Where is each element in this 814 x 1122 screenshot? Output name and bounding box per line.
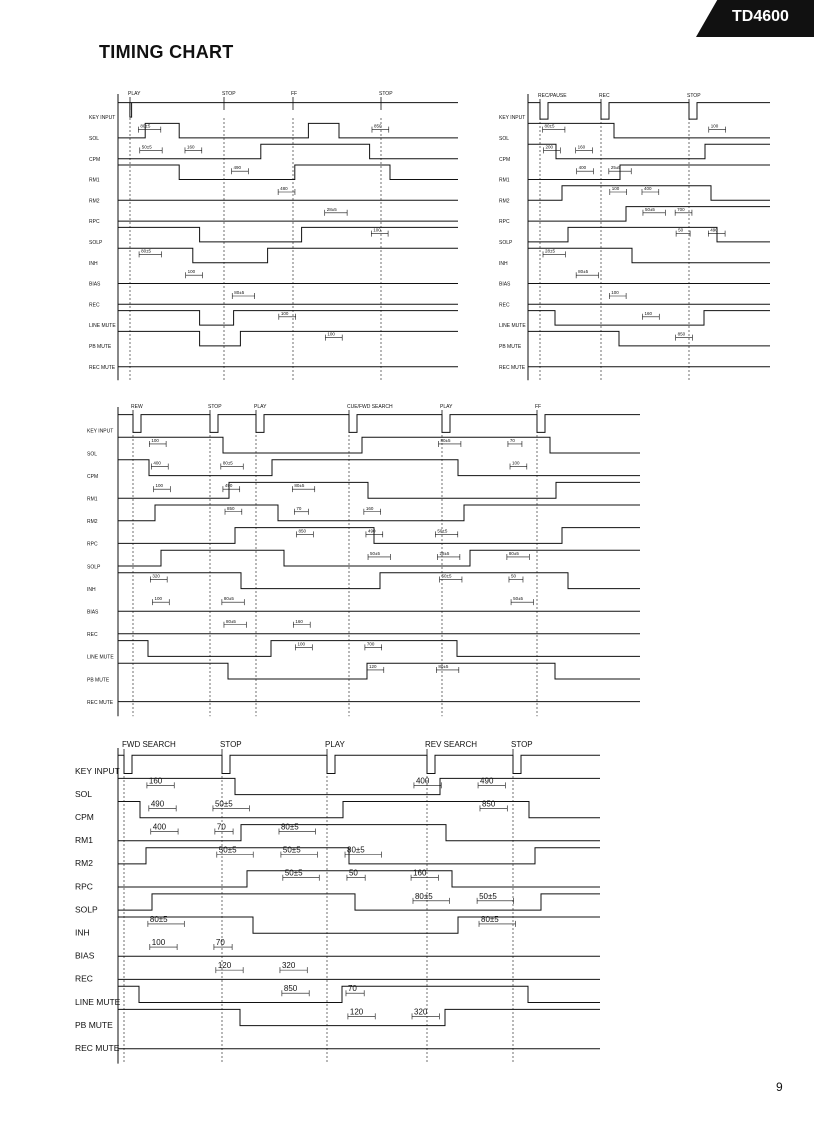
signal-label-pb-mute: PB MUTE	[87, 677, 110, 684]
waveform-inh	[528, 248, 770, 263]
timing-value: 100	[151, 938, 166, 948]
signal-label-sol: SOL	[499, 136, 510, 142]
signal-label-pb-mute: PB MUTE	[499, 344, 522, 350]
timing-value: 80±5	[440, 437, 451, 443]
event-label-stop: STOP	[379, 91, 393, 97]
signal-label-sol: SOL	[89, 136, 100, 142]
event-label-rew: REW	[131, 404, 143, 410]
signal-label-rec-mute: REC MUTE	[89, 364, 116, 371]
waveform-solp	[118, 227, 458, 242]
timing-value: 490	[367, 528, 376, 534]
signal-label-solp: SOLP	[75, 904, 98, 915]
waveform-key-input	[528, 103, 770, 120]
timing-value: 50	[348, 868, 358, 878]
signal-label-sol: SOL	[87, 451, 98, 458]
timing-value: 100	[280, 310, 289, 316]
timing-value: 100	[155, 483, 164, 489]
timing-value: 160	[577, 144, 586, 150]
timing-value: 80±5	[578, 269, 589, 275]
timing-value: 80±5	[414, 891, 433, 901]
timing-value: 28±5	[326, 206, 337, 212]
waveform-cpm	[118, 460, 640, 476]
signal-label-rpc: RPC	[75, 881, 93, 892]
timing-value: 160	[295, 618, 303, 624]
event-label-ff: FF	[291, 91, 298, 97]
timing-value: 50±5	[141, 144, 152, 150]
timing-value: 490	[480, 776, 494, 786]
page-number: 9	[776, 1080, 783, 1094]
event-label-stop: STOP	[220, 740, 242, 749]
signal-label-rec: REC	[75, 973, 93, 984]
waveform-pb-mute	[118, 663, 640, 679]
timing-value: 320	[414, 1007, 428, 1017]
timing-value: 70	[509, 437, 515, 443]
timing-value: 160	[413, 868, 427, 878]
signal-label-pb-mute: PB MUTE	[89, 344, 112, 350]
signal-label-rpc: RPC	[499, 219, 510, 226]
signal-label-rm2: RM2	[499, 198, 510, 205]
event-label-rec-pause: REC/PAUSE	[538, 93, 567, 99]
event-label-stop: STOP	[222, 91, 236, 97]
signal-label-solp: SOLP	[87, 564, 101, 571]
waveform-rm2	[118, 505, 640, 521]
signal-label-rm2: RM2	[75, 858, 93, 869]
timing-chart-1	[89, 91, 458, 380]
timing-value: 490	[224, 483, 233, 489]
timing-value: 700	[366, 641, 375, 647]
signal-label-cpm: CPM	[89, 156, 101, 163]
timing-value: 80±5	[234, 290, 245, 295]
timing-value: 100	[187, 269, 196, 275]
waveform-rm1	[118, 822, 600, 841]
timing-value: 25±5	[610, 165, 621, 171]
model-number: TD4600	[732, 8, 789, 25]
timing-value: 50	[678, 227, 684, 233]
signal-label-rec: REC	[499, 302, 510, 309]
timing-value: 850	[373, 123, 382, 129]
signal-label-key-input: KEY INPUT	[499, 115, 526, 122]
waveform-solp	[528, 227, 770, 242]
timing-value: 80±5	[347, 845, 365, 855]
signal-label-inh: INH	[87, 586, 96, 593]
timing-value: 400	[152, 822, 167, 832]
waveform-key-input	[118, 755, 600, 773]
event-label-play: PLAY	[128, 91, 141, 97]
signal-label-rm1: RM1	[75, 835, 93, 846]
timing-value: 70	[347, 984, 357, 994]
signal-label-pb-mute: PB MUTE	[75, 1019, 113, 1030]
signal-label-bias: BIAS	[89, 281, 101, 288]
event-label-play: PLAY	[254, 404, 267, 410]
timing-value: 320	[152, 573, 160, 579]
event-label-rec: REC	[599, 93, 610, 99]
timing-value: 400	[578, 165, 587, 171]
timing-value: 120	[368, 663, 377, 669]
timing-value: 80±5	[149, 914, 168, 924]
waveform-line-mute	[118, 986, 600, 1002]
timing-value: 160	[186, 144, 195, 150]
signal-label-rm1: RM1	[499, 177, 510, 184]
signal-label-solp: SOLP	[89, 240, 103, 246]
waveform-sol	[118, 123, 458, 137]
timing-value: 80±5	[223, 596, 234, 602]
signal-label-rec: REC	[89, 302, 100, 309]
waveform-pb-mute	[528, 331, 770, 346]
timing-chart-3	[87, 404, 640, 716]
signal-label-cpm: CPM	[75, 811, 94, 822]
timing-value: 80±5	[280, 822, 299, 832]
timing-value: 70	[215, 938, 225, 948]
timing-value: 490	[150, 799, 165, 809]
waveform-pb-mute	[118, 331, 458, 346]
timing-value: 100	[151, 437, 159, 443]
signal-label-line-mute: LINE MUTE	[499, 323, 526, 330]
signal-label-rec: REC	[87, 632, 98, 639]
timing-value: 50±5	[214, 799, 233, 809]
waveform-cpm	[118, 802, 600, 818]
timing-value: 100	[710, 123, 719, 129]
signal-label-rm1: RM1	[89, 177, 100, 184]
timing-value: 50±5	[218, 845, 237, 855]
waveform-rm1	[528, 165, 770, 180]
timing-value: 400	[153, 460, 161, 466]
waveform-key-input	[118, 103, 458, 118]
waveform-rm1	[118, 165, 458, 180]
signal-label-inh: INH	[89, 260, 98, 267]
timing-value: 320	[281, 961, 296, 971]
timing-value: 100	[512, 460, 520, 466]
signal-label-key-input: KEY INPUT	[75, 765, 120, 776]
signal-label-line-mute: LINE MUTE	[89, 323, 116, 330]
event-label-rev-search: REV SEARCH	[425, 740, 478, 749]
signal-label-rec-mute: REC MUTE	[499, 364, 526, 371]
signal-label-line-mute: LINE MUTE	[87, 654, 114, 661]
waveform-cpm	[528, 144, 770, 159]
waveform-inh	[118, 914, 600, 933]
waveform-cpm	[118, 144, 458, 159]
event-label-stop: STOP	[208, 404, 222, 410]
timing-value: 100	[154, 596, 162, 602]
event-label-play: PLAY	[440, 404, 453, 410]
timing-value: 80±5	[544, 123, 555, 129]
waveform-rm1	[118, 482, 640, 498]
timing-value: 80±5	[438, 663, 449, 669]
timing-value: 80±5	[294, 483, 305, 489]
timing-chart-2	[499, 93, 770, 380]
timing-value: 100	[611, 186, 620, 191]
timing-value: 70	[216, 822, 226, 832]
signal-label-rm2: RM2	[87, 519, 98, 526]
signal-label-bias: BIAS	[499, 281, 511, 288]
timing-value: 70	[296, 505, 302, 511]
signal-label-key-input: KEY INPUT	[87, 428, 114, 435]
timing-value: 850	[677, 331, 686, 337]
event-label-fwd-search: FWD SEARCH	[122, 740, 176, 749]
waveform-sol	[118, 778, 600, 794]
timing-value: 80±5	[140, 123, 151, 129]
signal-label-cpm: CPM	[499, 156, 511, 163]
timing-value: 490	[233, 165, 242, 171]
timing-value: 100	[327, 331, 335, 337]
timing-value: 200	[545, 144, 554, 150]
waveform-key-input	[118, 415, 640, 433]
timing-value: 50±5	[513, 596, 524, 602]
timing-value: 50±5	[644, 206, 655, 212]
signal-label-bias: BIAS	[75, 950, 95, 961]
event-label-stop: STOP	[511, 740, 533, 749]
signal-label-solp: SOLP	[499, 240, 513, 246]
timing-value: 50±5	[370, 550, 381, 556]
signal-label-rm2: RM2	[89, 198, 100, 205]
timing-value: 160	[365, 505, 374, 511]
timing-value: 28±5	[439, 550, 450, 556]
timing-value: 50±5	[282, 845, 301, 855]
timing-value: 100	[373, 227, 381, 233]
timing-value: 80±5	[481, 914, 499, 924]
timing-value: 850	[481, 799, 496, 809]
waveform-solp	[118, 891, 600, 910]
page-title: TIMING CHART	[99, 42, 234, 62]
timing-value: 490	[710, 227, 718, 233]
timing-value: 400	[643, 186, 652, 191]
timing-value: 120	[217, 961, 232, 971]
timing-value: 80±5	[222, 460, 233, 466]
signal-label-rm1: RM1	[87, 496, 98, 503]
timing-value: 80±5	[225, 618, 236, 624]
waveform-sol	[528, 123, 770, 137]
timing-value: 480	[280, 186, 288, 191]
timing-value: 160	[148, 776, 163, 786]
waveform-rpc	[118, 528, 640, 544]
timing-chart-4	[75, 740, 600, 1064]
waveform-sol	[118, 437, 640, 453]
timing-value: 28±5	[545, 248, 555, 254]
signal-label-inh: INH	[75, 927, 90, 938]
event-label-stop: STOP	[687, 93, 701, 99]
timing-value: 700	[677, 206, 685, 212]
timing-value: 100	[611, 290, 619, 295]
signal-label-inh: INH	[499, 260, 508, 267]
timing-value: 50±5	[441, 573, 452, 579]
timing-value: 50±5	[437, 528, 448, 534]
signal-label-sol: SOL	[75, 788, 93, 799]
waveform-inh	[118, 248, 458, 263]
timing-value: 50±5	[479, 891, 497, 901]
signal-label-bias: BIAS	[87, 609, 99, 616]
timing-value: 160	[644, 310, 652, 316]
timing-value: 850	[227, 505, 235, 511]
signal-label-rpc: RPC	[87, 541, 98, 548]
timing-value: 80±5	[508, 550, 519, 556]
signal-label-cpm: CPM	[87, 473, 99, 480]
signal-label-rpc: RPC	[89, 219, 100, 226]
waveform-line-mute	[118, 641, 640, 657]
signal-label-key-input: KEY INPUT	[89, 115, 116, 122]
timing-value: 850	[298, 528, 307, 534]
timing-value: 120	[349, 1007, 364, 1017]
signal-label-line-mute: LINE MUTE	[75, 996, 121, 1007]
signal-label-rec-mute: REC MUTE	[75, 1042, 120, 1053]
waveform-inh	[118, 573, 640, 589]
event-label-cue-fwd-search: CUE/FWD SEARCH	[347, 404, 393, 410]
event-label-play: PLAY	[325, 740, 345, 749]
event-label-ff: FF	[535, 404, 542, 410]
signal-label-rec-mute: REC MUTE	[87, 699, 114, 706]
timing-value: 400	[415, 776, 430, 786]
timing-value: 50	[510, 573, 516, 579]
timing-value: 100	[297, 641, 305, 647]
timing-value: 50±5	[284, 868, 303, 878]
waveform-rpc	[118, 868, 600, 887]
timing-value: 850	[283, 984, 298, 994]
timing-value: 80±5	[141, 248, 152, 254]
